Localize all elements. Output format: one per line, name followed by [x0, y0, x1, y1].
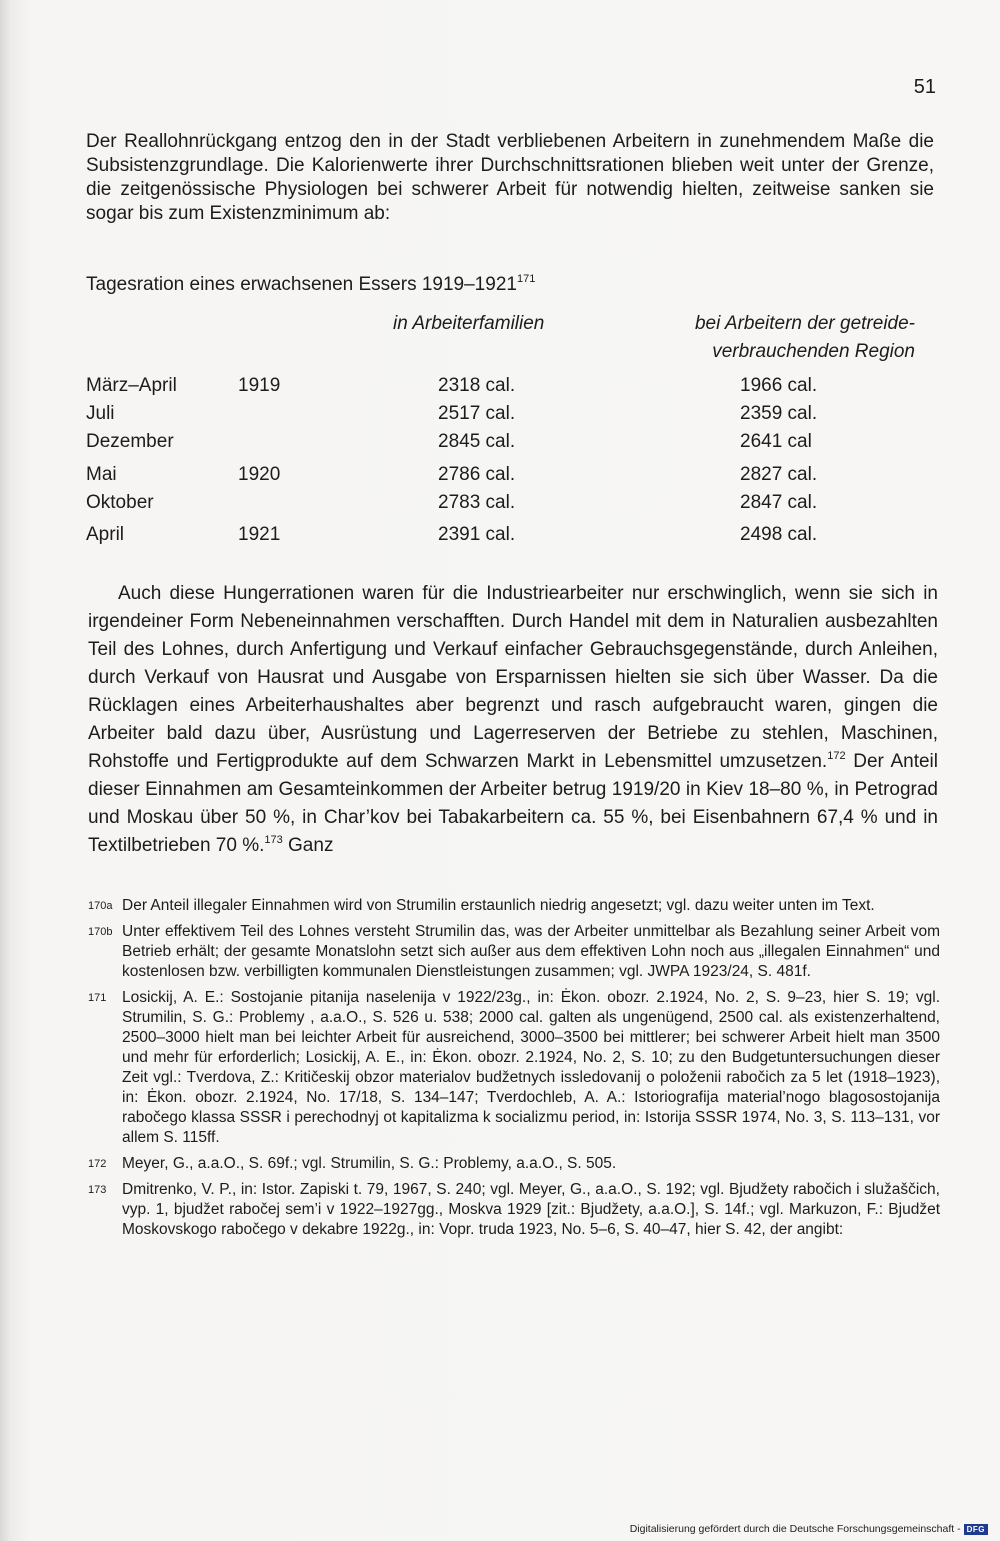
row-year: 1920 — [238, 464, 281, 485]
footer-text: Digitalisierung gefördert durch die Deutsche Forschungsgemeinschaft - — [629, 1523, 961, 1535]
footnote — [88, 988, 940, 1148]
footnote-mark: 172 — [88, 1158, 107, 1170]
table-title — [86, 274, 535, 296]
table-title-text: Tagesration eines erwachsenen Essers 1919–1921 — [86, 274, 517, 295]
table-row — [86, 403, 846, 429]
footnote — [88, 1154, 940, 1174]
footnote — [88, 896, 940, 916]
column-header-region-line1: bei Arbeitern der getreide- — [694, 313, 915, 334]
table-title-footnote-ref: 171 — [516, 273, 536, 285]
row-month: Mai — [86, 464, 117, 485]
row-year: 1919 — [238, 375, 281, 396]
row-month: Oktober — [86, 492, 154, 513]
footnote-text: Unter effektivem Teil des Lohnes versteht Strumilin das, was der Arbeiter unmittelbar als Bezahlung seiner Arbeit vom Betrieb erhält; der gesamte Monatslohn setzt sich außer aus dem effektiven Lohn noch aus „illegalen Einnahmen“ und kostenlosen bzw. verbilligten kommunalen Dienstleistungen zusammen; vgl. JWPA 1923/24, S. 481f. — [122, 923, 940, 980]
intro-paragraph: Der Reallohnrückgang entzog den in der Stadt verbliebenen Arbeitern in zunehmendem Maße die Subsistenzgrundlage. Die Kalorienwerte ihrer Durchschnittsrationen blieben weit unter der Grenze, die zeitgenössische Physiologen bei schwerer Arbeit für notwendig hielten, zeitweise sanken sie sogar bis zum Existenzminimum ab: — [86, 131, 934, 224]
dfg-logo-icon: DFG — [964, 1524, 988, 1535]
row-families-value: 2845 cal. — [438, 431, 516, 452]
row-month: März–April — [86, 375, 177, 396]
row-region-value: 2847 cal. — [740, 492, 818, 513]
row-year: 1921 — [238, 524, 281, 545]
footnote — [88, 922, 940, 982]
table-row — [86, 492, 846, 518]
footnote — [88, 1180, 940, 1240]
footnote-text: Meyer, G., a.a.O., S. 69f.; vgl. Strumilin, S. G.: Problemy, a.a.O., S. 505. — [122, 1155, 617, 1172]
column-header-region-line2: verbrauchenden Region — [712, 341, 915, 362]
row-month: Dezember — [86, 431, 174, 452]
row-region-value: 2498 cal. — [740, 524, 818, 545]
page-number: 51 — [913, 76, 936, 98]
digitization-footer — [630, 1523, 988, 1535]
footnote-text: Der Anteil illegaler Einnahmen wird von Strumilin erstaunlich niedrig angesetzt; vgl. dazu weiter unten im Text. — [122, 897, 875, 914]
footnote-mark: 170b — [88, 926, 113, 938]
table-row — [86, 464, 846, 490]
table-row — [86, 431, 846, 457]
row-families-value: 2783 cal. — [438, 492, 516, 513]
footnotes — [88, 896, 940, 1246]
row-month: April — [86, 524, 125, 545]
body-paragraph — [88, 580, 938, 860]
body-paragraph-part1: Auch diese Hungerrationen waren für die Industriearbeiter nur erschwinglich, wenn sie sich in irgendeiner Form Nebeneinnahmen verschafften. Durch Handel mit dem in Naturalien ausbezahlten Teil des Lohnes, durch Anfertigung und Verkauf einfacher Gebrauchsgegenstände, durch Anleihen, durch Verkauf von Hausrat und Ausgabe von Ersparnissen hielten sie sich über Wasser. Da die Rücklagen eines Arbeiterhaushaltes aber begrenzt und rasch aufgebraucht waren, gingen die Arbeiter bald dazu über, Ausrüstung und Lagerreserven der Betriebe zu stehlen, Maschinen, Rohstoffe und Fertigprodukte auf dem Schwarzen Markt in Lebensmittel umzusetzen. — [88, 583, 938, 772]
row-month: Juli — [86, 403, 115, 424]
footnote-mark: 173 — [88, 1184, 107, 1196]
row-families-value: 2786 cal. — [438, 464, 516, 485]
row-region-value: 1966 cal. — [740, 375, 818, 396]
column-header-region — [600, 310, 915, 366]
row-families-value: 2517 cal. — [438, 403, 516, 424]
footnote-text: Dmitrenko, V. P., in: Istor. Zapiski t. 79, 1967, S. 240; vgl. Meyer, G., a.a.O., S. 192; vgl. Bjudžety rabočich i služaščich, vyp. 1, bjudžet rabočej sem’i v 1922–1927gg., Moskva 1929 [zit.: Bjudžety, a.a.O.], S. 14f.; vgl. Markuzon, F.: Bjudžet Moskovskogo rabočego v dekabre 1922g., in: Vopr. truda 1923, No. 5–6, S. 40–47, hier S. 42, der angibt: — [122, 1181, 940, 1238]
row-region-value: 2641 cal — [740, 431, 812, 452]
footnote-ref-173: 173 — [264, 834, 283, 846]
footnote-ref-172: 172 — [827, 750, 846, 762]
row-families-value: 2318 cal. — [438, 375, 516, 396]
row-families-value: 2391 cal. — [438, 524, 516, 545]
body-paragraph-part3: Ganz — [282, 835, 334, 856]
row-region-value: 2359 cal. — [740, 403, 818, 424]
table-row — [86, 375, 846, 401]
footnote-text: Losickij, A. E.: Sostojanie pitanija naselenija v 1922/23g., in: Ėkon. obozr. 2.1924, No. 2, S. 9–23, hier S. 19; vgl. Strumilin, S. G.: Problemy , a.a.O., S. 526 u. 538; 2000 cal. galten als ungenügend, 2500 cal. als existenzerhaltend, 2500–3000 hielt man bei leichter Arbeit für ausreichend, 3000–3500 bei mittlerer; bei schwerer Arbeit hielt man 3500 und mehr für erforderlich; Losickij, A. E., in: Ėkon. obozr. 2.1924, No. 2, S. 10; zu den Budgetuntersuchungen dieser Zeit vgl.: Tverdova, Z.: Kritičeskij obzor materialov budžetnych issledovanij o položenii rabočich za 5 let (1918–1923), in: Ėkon. obozr. 2.1924, No. 17/18, S. 134–147; Tverdochleb, A. A.: Istoriografija material’nogo blagosostojanija rabočego klassa SSSR i perechodnyj ot kapitalizma k socializmu period, in: Istorija SSSR 1974, No. 3, S. 113–131, vor allem S. 115ff. — [122, 989, 940, 1146]
body-paragraph-part2: Der Anteil dieser Einnahmen am Gesamteinkommen der Arbeiter betrug 1919/20 in Kiev 18–80 %, in Petrograd und Moskau über 50 %, in Char’kov bei Tabakarbeitern ca. 55 %, bei Eisenbahnern 67,4 % und in Textilbetrieben 70 %. — [88, 751, 938, 856]
table-row — [86, 524, 846, 550]
column-header-families: in Arbeiterfamilien — [393, 313, 545, 334]
footnote-mark: 171 — [88, 992, 107, 1004]
row-region-value: 2827 cal. — [740, 464, 818, 485]
footnote-mark: 170a — [88, 900, 113, 912]
